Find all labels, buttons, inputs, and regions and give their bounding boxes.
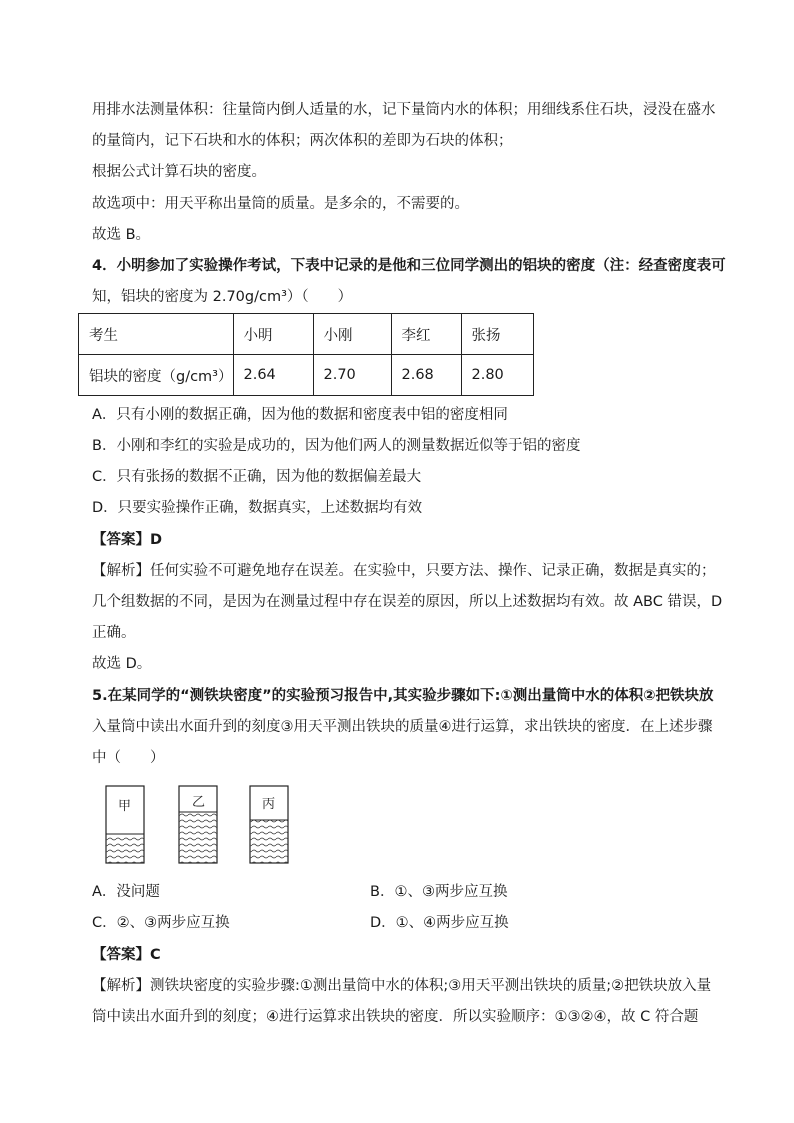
option-d: D．①、④两步应互换 bbox=[370, 915, 509, 931]
option-a: A．只有小刚的数据正确，因为他的数据和密度表中铝的密度相同 bbox=[92, 407, 508, 423]
table-header-cell: 李红 bbox=[391, 314, 461, 355]
table-row bbox=[79, 355, 534, 396]
cylinder-yi bbox=[179, 786, 217, 863]
analysis-line: 筒中读出水面升到的刻度；④进行运算求出铁块的密度．所以实验顺序：①③②④，故 C 符合题 bbox=[92, 1009, 699, 1025]
cylinder-figures bbox=[100, 782, 300, 867]
table-header-cell: 小明 bbox=[233, 314, 313, 355]
option-c: C．只有张扬的数据不正确，因为他的数据偏差最大 bbox=[92, 469, 422, 485]
table-cell: 铝块的密度（g/cm³） bbox=[79, 355, 234, 396]
question-5-stem: 5.在某同学的“测铁块密度”的实验预习报告中,其实验步骤如下:①测出量筒中水的体积②把铁块放 bbox=[92, 688, 714, 704]
analysis-line: 【解析】任何实验不可避免地存在误差。在实验中，只要方法、操作、记录正确，数据是真实的； bbox=[92, 563, 716, 579]
option-a: A．没问题 bbox=[92, 884, 160, 900]
answer-label: 【答案】D bbox=[92, 532, 163, 548]
question-4-stem: 4．小明参加了实验操作考试，下表中记录的是他和三位同学测出的铝块的密度（注：经查密度表可 bbox=[92, 258, 726, 274]
cylinder-label-yi: 乙 bbox=[192, 795, 206, 810]
explanation-line: 用排水法测量体积：往量筒内倒人适量的水，记下量筒内水的体积；用细线系住石块，浸没在盛水 bbox=[92, 102, 716, 118]
explanation-line: 根据公式计算石块的密度。 bbox=[92, 164, 266, 180]
analysis-line: 几个组数据的不同，是因为在测量过程中存在误差的原因，所以上述数据均有效。故 ABC 错误，D bbox=[92, 594, 723, 610]
analysis-line: 正确。 bbox=[92, 625, 136, 641]
question-4-stem-cont: 知，铝块的密度为 2.70g/cm³）（ ） bbox=[92, 289, 353, 305]
table-header-cell: 张扬 bbox=[461, 314, 533, 355]
option-b: B．①、③两步应互换 bbox=[370, 884, 508, 900]
table-header-row bbox=[79, 314, 534, 355]
option-c: C．②、③两步应互换 bbox=[92, 915, 230, 931]
cylinder-bing bbox=[250, 786, 288, 863]
table-cell: 2.64 bbox=[233, 355, 313, 396]
table-header-cell: 考生 bbox=[79, 314, 234, 355]
table-cell: 2.68 bbox=[391, 355, 461, 396]
answer-label: 【答案】C bbox=[92, 947, 161, 963]
table-cell: 2.80 bbox=[461, 355, 533, 396]
choice-line: 故选 B。 bbox=[92, 227, 151, 243]
density-table bbox=[78, 313, 534, 396]
analysis-line: 【解析】测铁块密度的实验步骤:①测出量筒中水的体积;③用天平测出铁块的质量;②把铁块放入量 bbox=[92, 978, 712, 994]
explanation-line: 的量筒内，记下石块和水的体积；两次体积的差即为石块的体积； bbox=[92, 133, 513, 149]
explanation-line: 故选项中：用天平称出量筒的质量。是多余的，不需要的。 bbox=[92, 196, 469, 212]
question-5-stem-cont: 中（ ） bbox=[92, 750, 165, 766]
cylinder-label-bing: 丙 bbox=[262, 797, 276, 812]
table-header-cell: 小刚 bbox=[313, 314, 391, 355]
choice-line: 故选 D。 bbox=[92, 656, 152, 672]
cylinder-label-jia: 甲 bbox=[118, 799, 132, 814]
option-d: D．只要实验操作正确，数据真实，上述数据均有效 bbox=[92, 500, 423, 516]
question-5-stem-cont: 入量筒中读出水面升到的刻度③用天平测出铁块的质量④进行运算，求出铁块的密度．在上述步骤 bbox=[92, 719, 713, 735]
option-b: B．小刚和李红的实验是成功的，因为他们两人的测量数据近似等于铝的密度 bbox=[92, 438, 581, 454]
cylinder-jia bbox=[106, 786, 144, 863]
table-cell: 2.70 bbox=[313, 355, 391, 396]
